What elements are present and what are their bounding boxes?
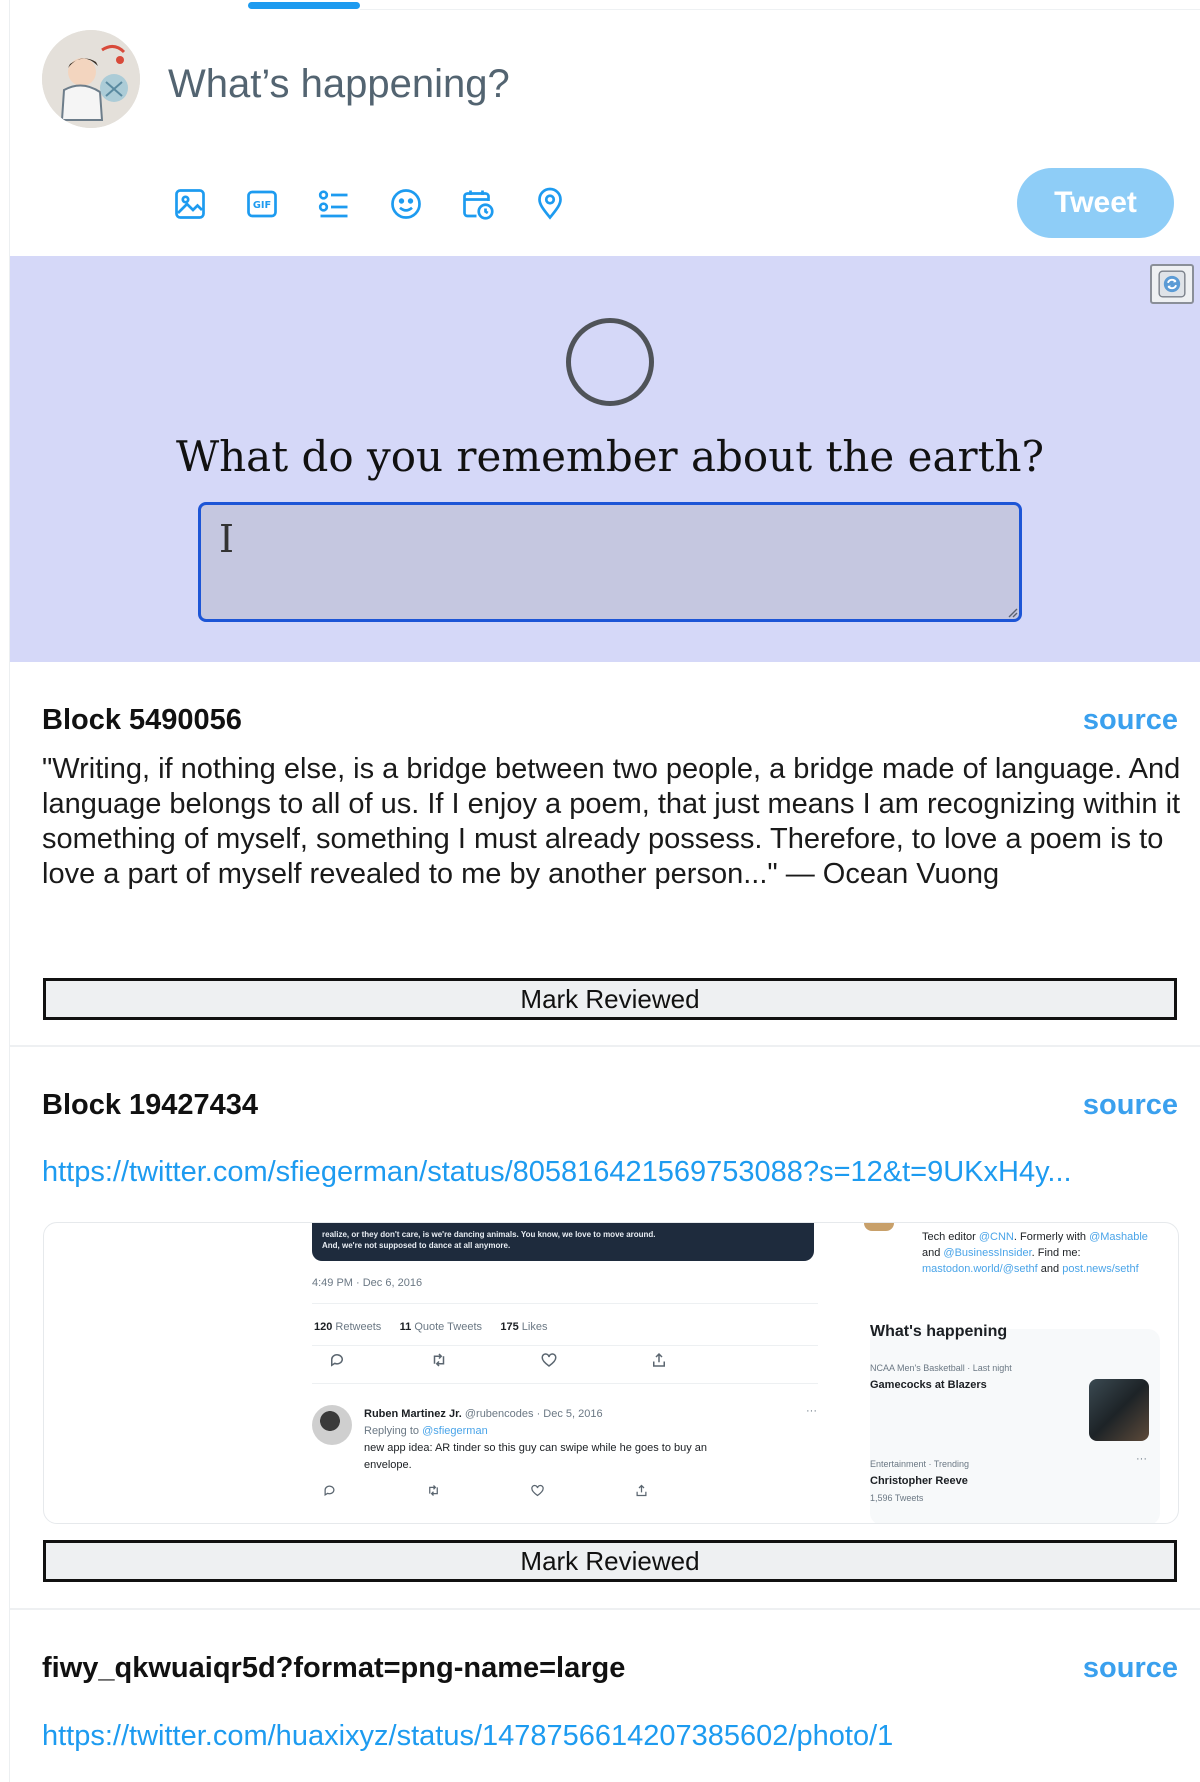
top-border [360,9,1200,10]
source-link[interactable]: source [1082,1089,1178,1121]
reply-icon [322,1483,337,1498]
mark-reviewed-button[interactable]: Mark Reviewed [43,978,1177,1020]
quotes-label: Quote Tweets [414,1321,482,1333]
trend-count: 1,596 Tweets [870,1493,924,1503]
loading-ring-icon [566,318,654,406]
profile-bio [922,1229,1154,1277]
poll-icon[interactable] [312,182,356,226]
embed-caption-line: realize, or they don't care, is we're dancing animals. You know, we love to move around. [322,1230,656,1239]
avatar[interactable] [42,30,140,128]
embed-divider [312,1383,818,1384]
reply-avatar [312,1405,352,1445]
active-tab-indicator [248,2,360,9]
avatar-illustration-icon [42,30,140,128]
retweet-icon [430,1351,448,1369]
whats-happening-title: What's happening [870,1323,1008,1340]
embed-video-caption [312,1223,814,1261]
replying-to-handle: @sfiegerman [422,1425,488,1437]
memory-answer-input[interactable] [198,502,1022,622]
bio-text: and [1040,1263,1060,1275]
block-url-link[interactable]: https://twitter.com/sfiegerman/status/805816421569753088?s=12&t=9UKxH4y... [42,1156,1072,1188]
bio-text: and [922,1247,941,1259]
likes-label: Likes [521,1321,548,1333]
embed-timestamp: 4:49 PM · Dec 6, 2016 [312,1277,423,1289]
trend-meta: Entertainment · Trending [870,1459,970,1469]
block-title: Block 5490056 [42,704,242,736]
trend-meta: NCAA Men's Basketball · Last night [870,1363,1012,1373]
profile-avatar-fragment [864,1223,894,1231]
trend-more-icon: ··· [1136,1453,1147,1465]
retweets-count: 120 [314,1321,333,1333]
block-url-link[interactable]: https://twitter.com/huaxixyz/status/1478756614207385602/photo/1 [42,1720,894,1752]
replying-to [364,1425,488,1437]
prompt-question: What do you remember about the earth? [175,432,1045,481]
reply-text: new app idea: AR tinder so this guy can swipe while he goes to buy an [364,1442,708,1454]
trend-title: Gamecocks at Blazers [870,1379,987,1391]
retweets-label: Retweets [335,1321,382,1333]
bio-text: Tech editor [922,1231,976,1243]
reply-author-name: Ruben Martinez Jr. [364,1408,462,1420]
bio-link: post.news/sethf [1062,1263,1139,1275]
replying-to-prefix: Replying to [364,1425,420,1437]
block-divider [10,1608,1200,1610]
reply-more-icon: ··· [806,1405,817,1417]
bio-handle: @Mashable [1089,1231,1148,1243]
source-link[interactable]: source [1082,1652,1178,1684]
trend-thumbnail [1089,1379,1149,1441]
gif-icon[interactable] [240,182,284,226]
compose-tweet-input[interactable]: What’s happening? [168,62,510,106]
embed-divider [312,1303,818,1304]
reply-icon [328,1351,346,1369]
mark-reviewed-button[interactable]: Mark Reviewed [43,1540,1177,1582]
bio-handle: @BusinessInsider [943,1247,1032,1259]
tweet-button[interactable]: Tweet [1017,168,1174,238]
block-quote: "Writing, if nothing else, is a bridge between two people, a bridge made of language. And language belongs to all of us. If I enjoy a poem, that just means I am recognizing within it something of myself, something I must already possess. Therefore, to love a poem is to love a part of myself revealed to me by another person..." — Ocean Vuong [42,753,1181,890]
bio-text: . [1031,1247,1035,1259]
block-title: Block 19427434 [42,1089,259,1121]
share-icon [634,1483,649,1498]
quotes-count: 11 [399,1321,412,1333]
reply-text: envelope. [364,1459,412,1471]
schedule-icon[interactable] [456,182,500,226]
refresh-button[interactable] [1150,264,1194,304]
bio-text: Find me: [1037,1247,1081,1259]
embedded-tweet-screenshot [43,1222,1179,1524]
bio-link: mastodon.world/@sethf [922,1263,1038,1275]
trend-title: Christopher Reeve [870,1475,968,1487]
like-icon [540,1351,558,1369]
like-icon [530,1483,545,1498]
retweet-icon [426,1483,441,1498]
source-link[interactable]: source [1082,704,1178,736]
embed-divider [312,1345,818,1346]
reply-header [364,1408,603,1420]
likes-count: 175 [500,1321,519,1333]
block-divider [10,1045,1200,1047]
media-icon[interactable] [168,182,212,226]
location-icon[interactable] [528,182,572,226]
svg-text:GIF: GIF [252,199,272,211]
embed-engagement-stats [314,1321,547,1333]
share-icon [650,1351,668,1369]
compose-toolbar [168,182,572,226]
block-title: fiwy_qkwuaiqr5d?format=png-name=large [42,1652,626,1684]
emoji-icon[interactable] [384,182,428,226]
resize-grip-icon[interactable] [1006,606,1018,618]
refresh-icon [1157,270,1187,298]
bio-text: . Formerly with [1013,1231,1086,1243]
bio-handle: @CNN [978,1231,1014,1243]
reply-meta: @rubencodes · Dec 5, 2016 [464,1408,603,1420]
embed-caption-line: And, we're not supposed to dance at all anymore. [322,1241,511,1250]
